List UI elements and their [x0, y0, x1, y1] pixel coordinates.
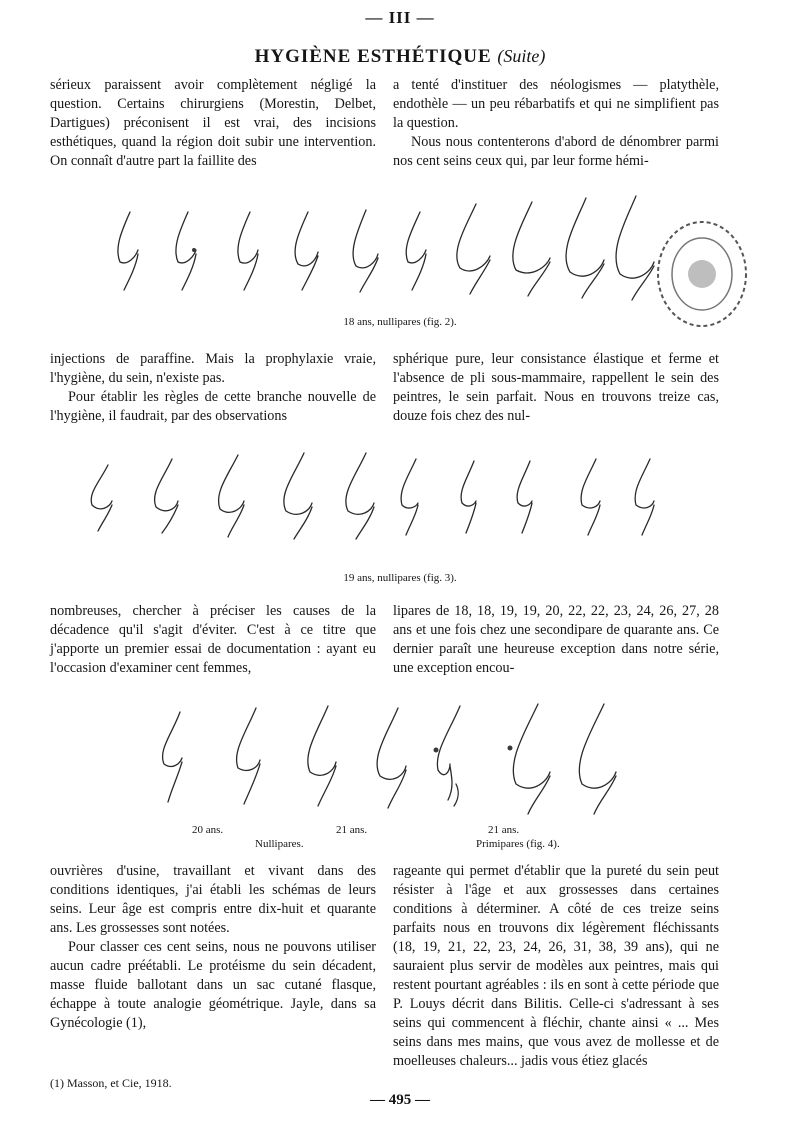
paragraph: injections de paraffine. Mais la prophylaxie vraie, l'hygiène, du sein, n'existe pas. [50, 351, 376, 386]
breast-outline [295, 212, 318, 290]
block2-right-column [393, 350, 719, 426]
section-number: — III — [365, 8, 435, 27]
breast-outline [635, 459, 654, 535]
breast-outline [118, 212, 138, 290]
breast-outline [513, 202, 550, 296]
figure-2-caption: 18 ans, nullipares (fig. 2). [343, 316, 457, 328]
breast-outline [517, 461, 532, 533]
breast-outline [176, 212, 196, 290]
breast-outline [581, 459, 600, 535]
paragraph: nombreuses, chercher à préciser les causes de la décadence qu'il s'agit d'éviter. C'est à ce titre que j'apporte un premier essai de documentation : ayant eu l'occasion d'examiner cent femmes, [50, 603, 376, 676]
block4-right-column [393, 862, 719, 1071]
breast-outline [461, 461, 476, 533]
breast-outline [457, 204, 490, 294]
figure-4-label-b: 21 ans. [336, 824, 368, 836]
breast-outline [353, 210, 378, 292]
breast-outline [237, 708, 260, 804]
figure-4-group-left: Nullipares. [255, 838, 304, 850]
breast-outline [155, 459, 178, 533]
block3-right-column [393, 602, 719, 678]
figure-4-label-a: 20 ans. [192, 824, 224, 836]
figure-3-breast-outlines [80, 445, 680, 545]
paragraph: ouvrières d'usine, travaillant et vivant dans des conditions identiques, j'ai établi les schémas de leurs seins. Leur âge est compris entre dix-huit et quarante ans. Les grossesses sont notées. [50, 863, 376, 936]
breast-outline [508, 704, 551, 814]
breast-outline [377, 708, 406, 808]
breast-outline [91, 465, 112, 531]
paragraph: lipares de 18, 18, 19, 19, 20, 22, 22, 23, 24, 26, 27, 28 ans et une fois chez une secondipare de quarante ans. Ce dernier paraît une heureuse exception dans notre série, une exception encou- [393, 603, 719, 676]
breast-outline [579, 704, 616, 814]
breast-outline [434, 706, 461, 806]
paragraph: Pour établir les règles de cette branche nouvelle de l'hygiène, il faudrait, par des observations [50, 389, 376, 424]
title-text: HYGIÈNE ESTHÉTIQUE [254, 46, 492, 67]
paragraph: Nous nous contenterons d'abord de dénombrer parmi nos cent seins ceux qui, par leur forme hémi- [393, 134, 719, 169]
figure-4-breast-outlines [150, 700, 630, 820]
breast-outline [566, 198, 604, 298]
breast-outline [238, 212, 258, 290]
breast-outline [406, 212, 426, 290]
paragraph: a tenté d'instituer des néologismes — platythèle, endothèle — un peu rébarbatifs et qui ne simplifient pas la question. [393, 77, 719, 131]
figure-3-caption: 19 ans, nullipares (fig. 3). [343, 572, 457, 584]
block3-left-column [50, 602, 376, 678]
page-title [0, 46, 800, 68]
breast-outline [346, 453, 374, 539]
block1-right-column [393, 76, 719, 171]
figure-4-group-right: Primipares (fig. 4). [476, 838, 560, 850]
title-suite: (Suite) [497, 46, 546, 66]
breast-outline [219, 455, 244, 537]
page-number: — 495 — [370, 1092, 430, 1108]
block4-left-column [50, 862, 376, 1033]
paragraph: sérieux paraissent avoir complètement négligé la question. Certains chirurgiens (Morestin, Delbet, Dartigues) préconisent il est vrai, des incisions esthétiques, quand la région doit subir une intervention. On connaît d'autre part la faillite des [50, 77, 376, 169]
breast-outline [163, 712, 182, 802]
paragraph: Pour classer ces cent seins, nous ne pouvons utiliser aucun cadre préétabli. Le protéisme du sein décadent, masse fluide ballotant dans un sac cutané flasque, échappe à toute analogie géométrique. Jayle, dans sa Gynécologie (1), [50, 939, 376, 1031]
breast-outline [308, 706, 336, 806]
block1-left-column [50, 76, 376, 171]
figure-2-breast-outlines [100, 190, 660, 308]
library-stamp [647, 210, 757, 338]
paragraph: sphérique pure, leur consistance élastique et ferme et l'absence de pli sous-mammaire, rappellent le sein des peintres, le sein parfait. Nous en trouvons treize cas, douze fois chez des nul- [393, 351, 719, 424]
breast-outline [401, 459, 418, 535]
breast-outline [284, 453, 312, 539]
figure-4-label-c: 21 ans. [488, 824, 520, 836]
footnote: (1) Masson, et Cie, 1918. [50, 1076, 172, 1090]
paragraph: rageante qui permet d'établir que la pureté du sein peut résister à l'âge et aux grossesses dans certaines conditions à déterminer. A côté de ces treize seins parfaits nous en trouvons dix légèrement fléchissants (18, 19, 21, 22, 23, 24, 26, 31, 38, 39 ans), qui ne sauraient plus servir de modèles aux peintres, mais qui restent pourtant agréables : ils en sont à cette période que P. Louys décrit dans Bilitis. Celle-ci s'adressant à ses seins qui commencent à fléchir, chante ainsi « ... Mes seins dans mes mains, que vous avez de mollesse et de moelleuses chaleurs... jadis vous étiez glacés [393, 863, 719, 1069]
block2-left-column [50, 350, 376, 426]
